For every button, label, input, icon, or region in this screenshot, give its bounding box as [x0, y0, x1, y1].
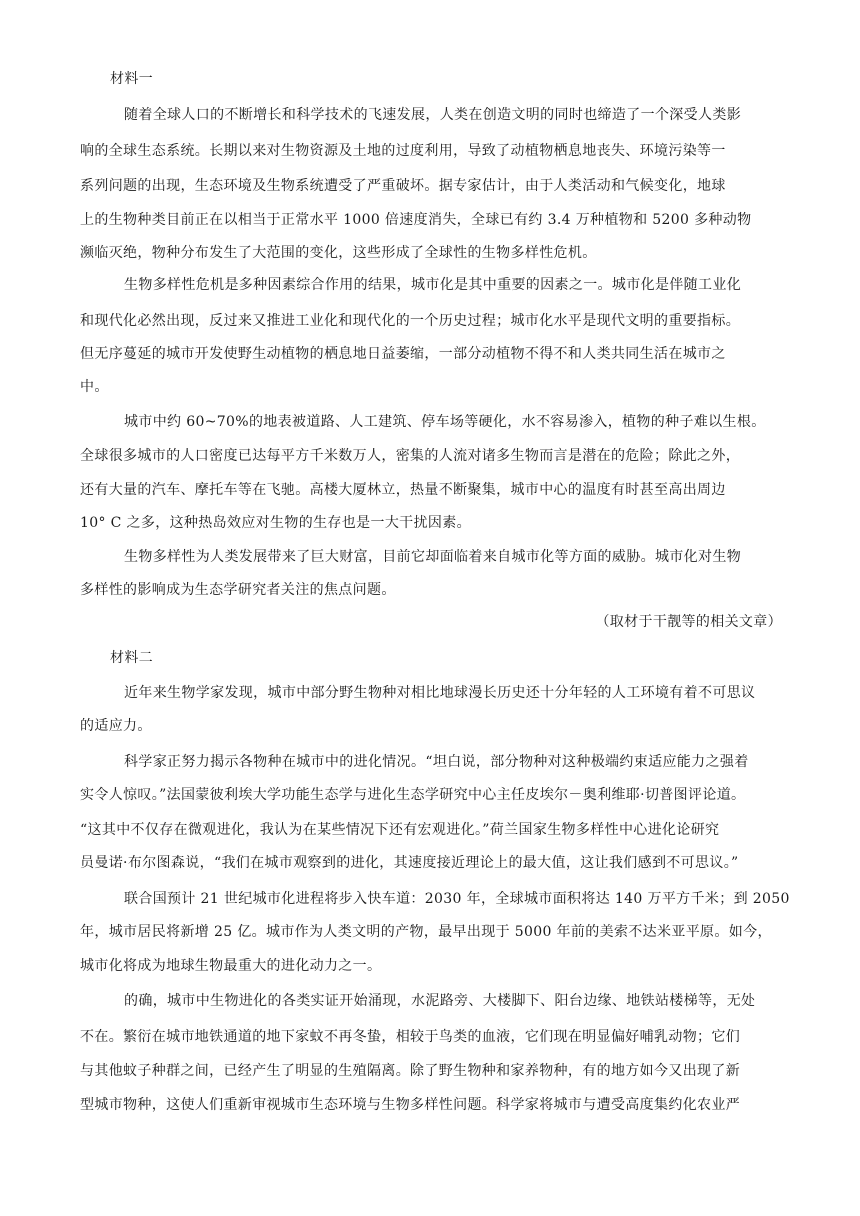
- text-line: 多样性的影响成为生态学研究者关注的焦点问题。: [80, 582, 396, 598]
- text-line: 的确，城市中生物进化的各类实证开始涌现，水泥路旁、大楼脚下、阳台边缘、地铁站楼梯等，无处: [124, 993, 756, 1009]
- text-line: 随着全球人口的不断增长和科学技术的飞速发展，人类在创造文明的同时也缔造了一个深受人类影: [124, 107, 742, 123]
- text-line: 中。: [80, 379, 109, 395]
- text-line: 全球很多城市的人口密度已达每平方千米数万人，密集的人流对诸多生物而言是潜在的危险；除此之外，: [80, 448, 741, 464]
- text-line: 上的生物种类目前正在以相当于正常水平 1000 倍速度消失，全球已有约 3.4 万种植物和 5200 多种动物: [80, 212, 752, 228]
- text-line: 科学家正努力揭示各物种在城市中的进化情况。“坦白说，部分物种对这种极端约束适应能力之强着: [124, 754, 749, 770]
- text-line: 还有大量的汽车、摩托车等在飞驰。高楼大厦林立，热量不断聚集，城市中心的温度有时甚至高出周边: [80, 482, 726, 498]
- material-one-source: （取材于干靓等的相关文章）: [595, 614, 782, 630]
- text-line: “这其中不仅存在微观进化，我认为在某些情况下还有宏观进化。”荷兰国家生物多样性中心进化论研究: [80, 822, 720, 838]
- text-line: 10° C 之多，这种热岛效应对生物的生存也是一大干扰因素。: [80, 515, 471, 531]
- text-line: 型城市物种，这使人们重新审视城市生态环境与生物多样性问题。科学家将城市与遭受高度集约化农业严: [80, 1097, 741, 1113]
- material-two-heading: 材料二: [110, 650, 154, 666]
- text-line: 生物多样性为人类发展带来了巨大财富，目前它却面临着来自城市化等方面的威胁。城市化对生物: [124, 549, 742, 565]
- text-line: 城市中约 60~70%的地表被道路、人工建筑、停车场等硬化，水不容易渗入，植物的种子难以生根。: [124, 414, 766, 430]
- text-line: 实令人惊叹。”法国蒙彼利埃大学功能生态学与进化生态学研究中心主任皮埃尔－奥利维耶·切普图评论道。: [80, 787, 746, 803]
- text-line: 但无序蔓延的城市开发使野生动植物的栖息地日益萎缩，一部分动植物不得不和人类共同生活在城市之: [80, 346, 726, 362]
- text-line: 不在。繁衍在城市地铁通道的地下家蚊不再冬蛰，相较于鸟类的血液，它们现在明显偏好哺乳动物；它们: [80, 1029, 741, 1045]
- text-line: 与其他蚊子种群之间，已经产生了明显的生殖隔离。除了野生物种和家养物种，有的地方如今又出现了新: [80, 1063, 741, 1079]
- material-one-heading: 材料一: [110, 71, 154, 87]
- text-line: 员曼诺·布尔图森说，“我们在城市观察到的进化，其速度接近理论上的最大值，这让我们感到不可思议。”: [80, 855, 739, 871]
- text-line: 系列问题的出现，生态环境及生物系统遭受了严重破坏。据专家估计，由于人类活动和气候变化，地球: [80, 178, 726, 194]
- text-line: 近年来生物学家发现，城市中部分野生物种对相比地球漫长历史还十分年轻的人工环境有着不可思议: [124, 685, 756, 701]
- text-line: 响的全球生态系统。长期以来对生物资源及土地的过度利用，导致了动植物栖息地丧失、环境污染等一: [80, 143, 726, 159]
- text-line: 的适应力。: [80, 718, 152, 734]
- text-line: 年，城市居民将新增 25 亿。城市作为人类文明的产物，最早出现于 5000 年前的美索不达米亚平原。如今，: [80, 924, 772, 940]
- text-line: 和现代化必然出现，反过来又推进工业化和现代化的一个历史过程；城市化水平是现代文明的重要指标。: [80, 313, 741, 329]
- text-line: 城市化将成为地球生物最重大的进化动力之一。: [80, 958, 382, 974]
- text-line: 濒临灭绝，物种分布发生了大范围的变化，这些形成了全球性的生物多样性危机。: [80, 245, 597, 261]
- text-line: 生物多样性危机是多种因素综合作用的结果，城市化是其中重要的因素之一。城市化是伴随工业化: [124, 277, 742, 293]
- text-line: 联合国预计 21 世纪城市化进程将步入快车道：2030 年，全球城市面积将达 140 万平方千米；到 2050: [124, 891, 790, 907]
